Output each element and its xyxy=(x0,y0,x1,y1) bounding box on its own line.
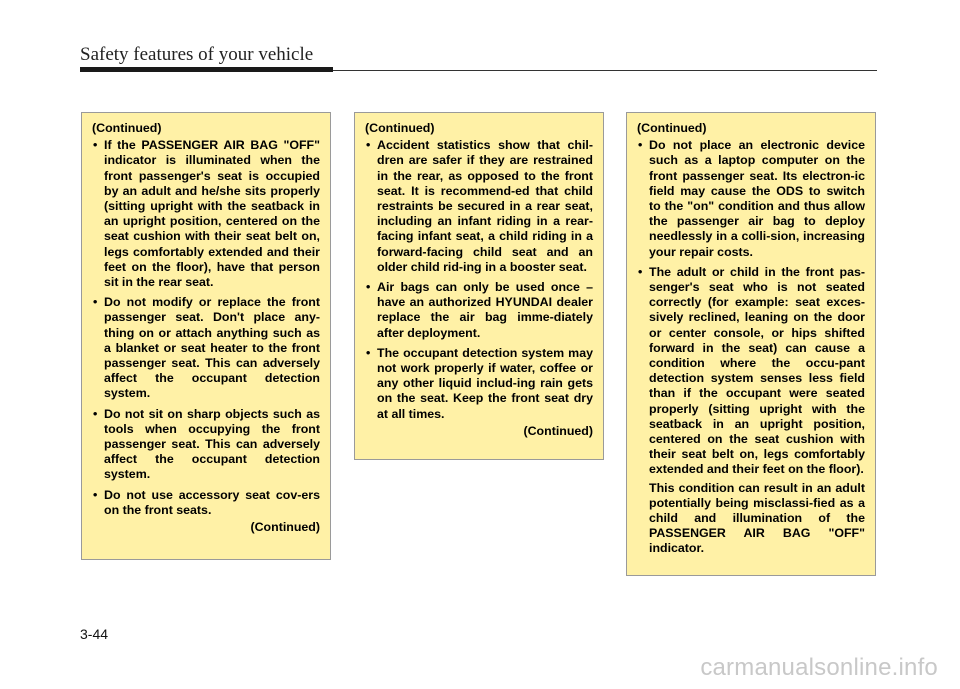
section-title: Safety features of your vehicle xyxy=(80,44,314,65)
bullet-icon: • xyxy=(366,138,371,153)
continued-heading: (Continued) xyxy=(92,121,162,135)
title-rule-accent xyxy=(80,67,333,72)
bullet-icon: • xyxy=(93,138,98,153)
bullet-icon: • xyxy=(638,138,643,153)
continued-heading: (Continued) xyxy=(637,121,707,135)
list-item-text: Air bags can only be used once – have an authorized HYUNDAI dealer replace the air bag imme-diately after deployment. xyxy=(377,280,593,340)
list-item-text: The adult or child in the front pas-senger's seat who is not seated correctly (for example: seat exces-sively reclined, leaning on the door or center console, or hips shifted forward in the seat) can cause a condition where the occu-pant detection system senses less field than if the occupant were seated properly (sitting upright with the seatback in an upright position, centered on the seat cushion with their seat belt on, legs comfortably extended and their feet on the floor). xyxy=(649,264,865,477)
bullet-icon: • xyxy=(366,280,371,295)
list-item-text: Do not use accessory seat cov-ers on the front seats. xyxy=(104,487,320,517)
list-item-text: Do not sit on sharp objects such as tools when occupying the front passenger seat. This can adversely affect the occupant detection system. xyxy=(104,406,320,482)
continued-footer: (Continued) xyxy=(250,520,320,535)
list-item xyxy=(637,138,865,260)
continued-heading: (Continued) xyxy=(365,121,435,135)
warning-list xyxy=(92,138,320,518)
condition-paragraph: This condition can result in an adult potentially being misclassi-fied as a child and illumination of the PASSENGER AIR BAG "OFF" indicator. xyxy=(649,480,865,556)
warning-box-left xyxy=(81,112,331,560)
list-item xyxy=(637,265,865,478)
warning-list xyxy=(365,138,593,422)
list-item xyxy=(365,346,593,422)
bullet-icon: • xyxy=(366,345,371,360)
bullet-icon: • xyxy=(638,264,643,279)
warning-box-right xyxy=(626,112,876,576)
list-item xyxy=(92,407,320,483)
bullet-icon: • xyxy=(93,295,98,310)
list-item-text: Accident statistics show that chil-dren are safer if they are restrained in the rear, as opposed to the front seat. It is recommend-ed that child restraints be secured in a rear seat, including an infant riding in a rear-facing infant seat, a child riding in a forward-facing child seat and an older child rid-ing in a booster seat. xyxy=(377,138,593,274)
list-item-text: If the PASSENGER AIR BAG "OFF" indicator is illuminated when the front passenger's seat is occupied by an adult and he/she sits properly (sitting upright with the seatback in an upright position, centered on the seat cushion with their seat belt on, legs comfortably extended and their feet on the floor), have that person sit in the rear seat. xyxy=(104,138,320,290)
watermark: carmanualsonline.info xyxy=(700,654,938,681)
list-item-text: The occupant detection system may not work properly if water, coffee or any other liquid includ-ing rain gets on the seat. Keep the front seat dry at all times. xyxy=(377,345,593,421)
list-item-text: Do not modify or replace the front passenger seat. Don't place any-thing on or attach anything such as a blanket or seat heater to the front passenger seat. This can adversely affect the occupant detection system. xyxy=(104,295,320,401)
bullet-icon: • xyxy=(93,406,98,421)
warning-list xyxy=(637,138,865,477)
continued-footer: (Continued) xyxy=(523,423,593,438)
list-item xyxy=(92,138,320,290)
list-item xyxy=(92,295,320,401)
warning-box-middle xyxy=(354,112,604,460)
list-item xyxy=(365,280,593,341)
page-number: 3-44 xyxy=(80,626,109,642)
list-item xyxy=(365,138,593,275)
list-item xyxy=(92,488,320,518)
bullet-icon: • xyxy=(93,487,98,502)
list-item-text: Do not place an electronic device such as a laptop computer on the front passenger seat. Its electron-ic field may cause the ODS to switch to the "on" condition and thus allow the passenger air bag to deploy needlessly in a colli-sion, increasing your repair costs. xyxy=(649,138,865,259)
